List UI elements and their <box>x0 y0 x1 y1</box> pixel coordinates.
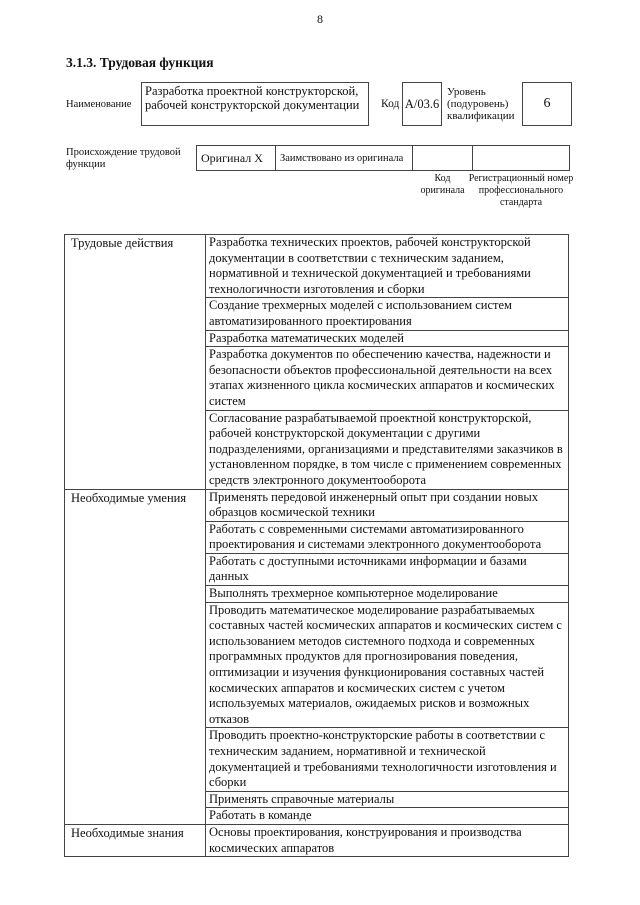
origin-reg-cell <box>472 145 570 171</box>
function-name-value: Разработка проектной конструкторской, рабочей конструкторской документации <box>141 82 369 126</box>
origin-label: Происхождение трудовой функции <box>66 147 181 170</box>
labor-function-table <box>64 234 569 857</box>
list-item: Работать с современными системами автоматизированного проектирования и системами электронного документооборота <box>206 521 569 553</box>
level-label: Уровень (подуровень) квалификации <box>447 86 515 122</box>
list-item: Основы проектирования, конструирования и производства космических аппаратов <box>206 824 569 856</box>
name-label: Наименование <box>66 99 132 110</box>
origin-original: Оригинал Х <box>196 145 276 171</box>
code-value: А/03.6 <box>402 82 442 126</box>
origin-borrowed: Заимствовано из оригинала <box>275 145 413 171</box>
list-item: Согласование разрабатываемой проектной конструкторской, рабочей конструкторской документации с другими подразделениями, организациями и представителями заказчиков в установленном порядке, в том числе с применением современных средств электронного документооборота <box>206 410 569 489</box>
origin-reg-caption: Регистрационный номер профессионального стандарта <box>468 173 574 208</box>
category-cell: Необходимые знания <box>65 824 206 856</box>
list-item: Разработка математических моделей <box>206 330 569 347</box>
list-item: Проводить проектно-конструкторские работы в соответствии с техническим заданием, нормативной и технической документацией и требованиями технологичности изготовления и сборки <box>206 728 569 791</box>
list-item: Проводить математическое моделирование разрабатываемых составных частей космических аппаратов и космических систем с использованием методов системного подхода и современных программных продуктов для прогнозирования поведения, оптимизации и изучения функционирования составных частей космических аппаратов и космических систем с учетом используемых материалов, ожидаемых рисков и возможных отказов <box>206 602 569 728</box>
table-row <box>65 824 569 856</box>
table-row <box>65 235 569 298</box>
list-item: Выполнять трехмерное компьютерное моделирование <box>206 586 569 603</box>
origin-code-cell <box>412 145 473 171</box>
section-title: 3.1.3. Трудовая функция <box>66 55 214 70</box>
table-row <box>65 489 569 521</box>
code-label: Код <box>381 98 400 110</box>
page-number: 8 <box>317 12 323 26</box>
list-item: Работать с доступными источниками информации и базами данных <box>206 553 569 585</box>
level-value: 6 <box>522 82 572 126</box>
origin-code-caption: Код оригинала <box>420 173 465 196</box>
list-item: Применять справочные материалы <box>206 791 569 808</box>
list-item: Создание трехмерных моделей с использованием систем автоматизированного проектирования <box>206 298 569 330</box>
category-cell: Трудовые действия <box>65 235 206 490</box>
list-item: Применять передовой инженерный опыт при создании новых образцов космической техники <box>206 489 569 521</box>
list-item: Работать в команде <box>206 808 569 825</box>
list-item: Разработка документов по обеспечению качества, надежности и безопасности объектов профессиональной деятельности на всех этапах жизненного цикла космических аппаратов и космических систем <box>206 347 569 410</box>
category-cell: Необходимые умения <box>65 489 206 824</box>
list-item: Разработка технических проектов, рабочей конструкторской документации в соответствии с техническим заданием, нормативной и технической документацией и требованиями технологичности изготовления и сборки <box>206 235 569 298</box>
